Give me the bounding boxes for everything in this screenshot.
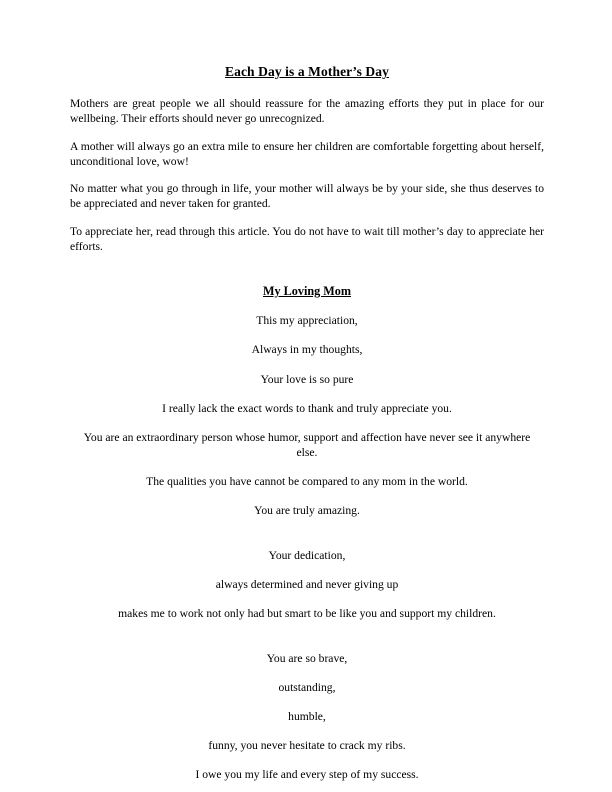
poem-line: always determined and never giving up	[215, 577, 399, 591]
poem-stanza-2	[70, 548, 544, 621]
intro-paragraph-1: Mothers are great people we all should reassure for the amazing efforts they put in place for our wellbeing. Their efforts should never go unrecognized.	[70, 97, 544, 126]
poem-line: funny, you never hesitate to crack my ribs.	[208, 739, 406, 753]
intro-paragraph-3: No matter what you go through in life, your mother will always be by your side, she thus deserves to be appreciated and never taken for granted.	[70, 182, 544, 211]
poem-line: humble,	[288, 710, 326, 724]
poem-line: Always in my thoughts,	[251, 343, 363, 357]
poem-line: You are an extraordinary person whose humor, support and affection have never see it anywhere else.	[83, 430, 531, 459]
page-title: Each Day is a Mother’s Day	[225, 64, 389, 79]
poem-line: You are so brave,	[266, 652, 348, 666]
poem-line: Your love is so pure	[260, 372, 354, 386]
poem-line: I really lack the exact words to thank and truly appreciate you.	[162, 401, 452, 415]
poem-line: This my appreciation,	[256, 314, 358, 328]
stanza-divider	[70, 532, 544, 548]
poem-stanza-3	[70, 651, 544, 782]
poem-line: You are truly amazing.	[254, 503, 360, 517]
poem-line: outstanding,	[278, 681, 336, 695]
stanza-divider	[70, 635, 544, 651]
poem-line: I owe you my life and every step of my success.	[195, 768, 419, 782]
poem-line: The qualities you have cannot be compared to any mom in the world.	[146, 474, 468, 488]
intro-paragraph-4: To appreciate her, read through this article. You do not have to wait till mother’s day to appreciate her efforts.	[70, 224, 544, 254]
poem-line: makes me to work not only had but smart to be like you and support my children.	[118, 607, 496, 620]
poem-title: My Loving Mom	[262, 284, 351, 299]
poem-line: Your dedication,	[268, 548, 346, 562]
poem-stanza-1	[70, 313, 544, 518]
intro-paragraph-2: A mother will always go an extra mile to ensure her children are comfortable forgetting about herself, unconditional love, wow!	[70, 139, 544, 168]
